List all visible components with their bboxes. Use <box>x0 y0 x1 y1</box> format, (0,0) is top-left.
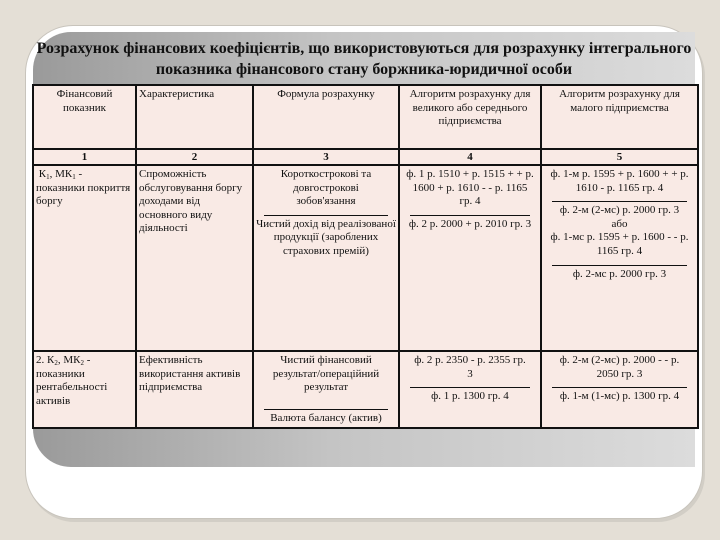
header-cell: Алгоритм розрахунку для малого підприємства <box>541 85 698 149</box>
formula-cell <box>253 165 399 351</box>
large-enterprise-cell <box>399 165 541 351</box>
indicator-cell: 2. $К_2$, $МК_2$ - показники рентабельності активів <box>33 351 136 428</box>
or-label: або <box>611 217 628 230</box>
formula-denominator: ф. 2 р. 2000 + р. 2010 гр. 3 <box>408 217 532 230</box>
formula-numerator: Чистий фінансовий результат/операційний результат <box>272 354 380 394</box>
characteristic-cell: Ефективність використання активів підприємства <box>136 351 253 428</box>
large-enterprise-cell <box>399 351 541 428</box>
column-number-row <box>33 149 698 165</box>
fraction-line <box>552 201 687 202</box>
header-cell: Алгоритм розрахунку для великого або середнього підприємства <box>399 85 541 149</box>
table-row <box>33 351 698 428</box>
small-enterprise-cell <box>541 165 698 351</box>
indicator-cell: $К_1$, $МК_1$ - показники покриття боргу <box>33 165 136 351</box>
small-enterprise-cell <box>541 351 698 428</box>
formula-denominator: ф. 1 р. 1300 гр. 4 <box>431 390 509 403</box>
fraction-line <box>552 387 687 388</box>
formula-cell <box>253 351 399 428</box>
formula-numerator: ф. 2-м (2-мс) р. 2000 - - р. 2050 гр. 3 <box>559 354 680 380</box>
formula-numerator: Короткострокові та довгострокові зобов'язання <box>280 168 372 208</box>
header-cell: Характеристика <box>136 85 253 149</box>
formula-numerator: ф. 1-мс р. 1595 + р. 1600 - - р. 1165 гр. 4 <box>550 231 689 257</box>
column-number: 5 <box>541 149 698 165</box>
column-number: 3 <box>253 149 399 165</box>
column-number: 4 <box>399 149 541 165</box>
formula-numerator: ф. 1-м р. 1595 + р. 1600 + + р. 1610 - р. 1165 гр. 4 <box>550 168 689 194</box>
table-row <box>33 165 698 351</box>
slide-title: Розрахунок фінансових коефіцієнтів, що використовуються для розрахунку інтегрального показника фінансового стану боржника-юридичної особи <box>36 40 692 78</box>
fraction-line <box>410 215 530 216</box>
formula-denominator: Чистий дохід від реалізованої продукції (зароблених страхових премій) <box>256 217 396 257</box>
formula-numerator: ф. 1 р. 1510 + р. 1515 + + р. 1600 + р. 1610 - - р. 1165 гр. 4 <box>406 168 534 208</box>
formula-denominator: ф. 2-мс р. 2000 гр. 3 <box>572 267 667 280</box>
formula-denominator: ф. 1-м (1-мс) р. 1300 гр. 4 <box>559 390 680 403</box>
fraction-line <box>410 387 530 388</box>
header-cell: Фінансовий показник <box>33 85 136 149</box>
fraction-line <box>552 265 687 266</box>
fraction-line <box>264 409 388 410</box>
header-row <box>33 85 698 149</box>
characteristic-cell: Спроможність обслуговування боргу доходами від основного виду діяльності <box>136 165 253 351</box>
formula-denominator: ф. 2-м (2-мс) р. 2000 гр. 3 <box>559 204 680 217</box>
formula-denominator: Валюта балансу (актив) <box>270 411 382 424</box>
coefficients-table <box>32 84 699 429</box>
column-number: 2 <box>136 149 253 165</box>
formula-numerator: ф. 2 р. 2350 - р. 2355 гр. 3 <box>414 354 526 380</box>
column-number: 1 <box>33 149 136 165</box>
fraction-line <box>264 215 388 216</box>
header-cell: Формула розрахунку <box>253 85 399 149</box>
